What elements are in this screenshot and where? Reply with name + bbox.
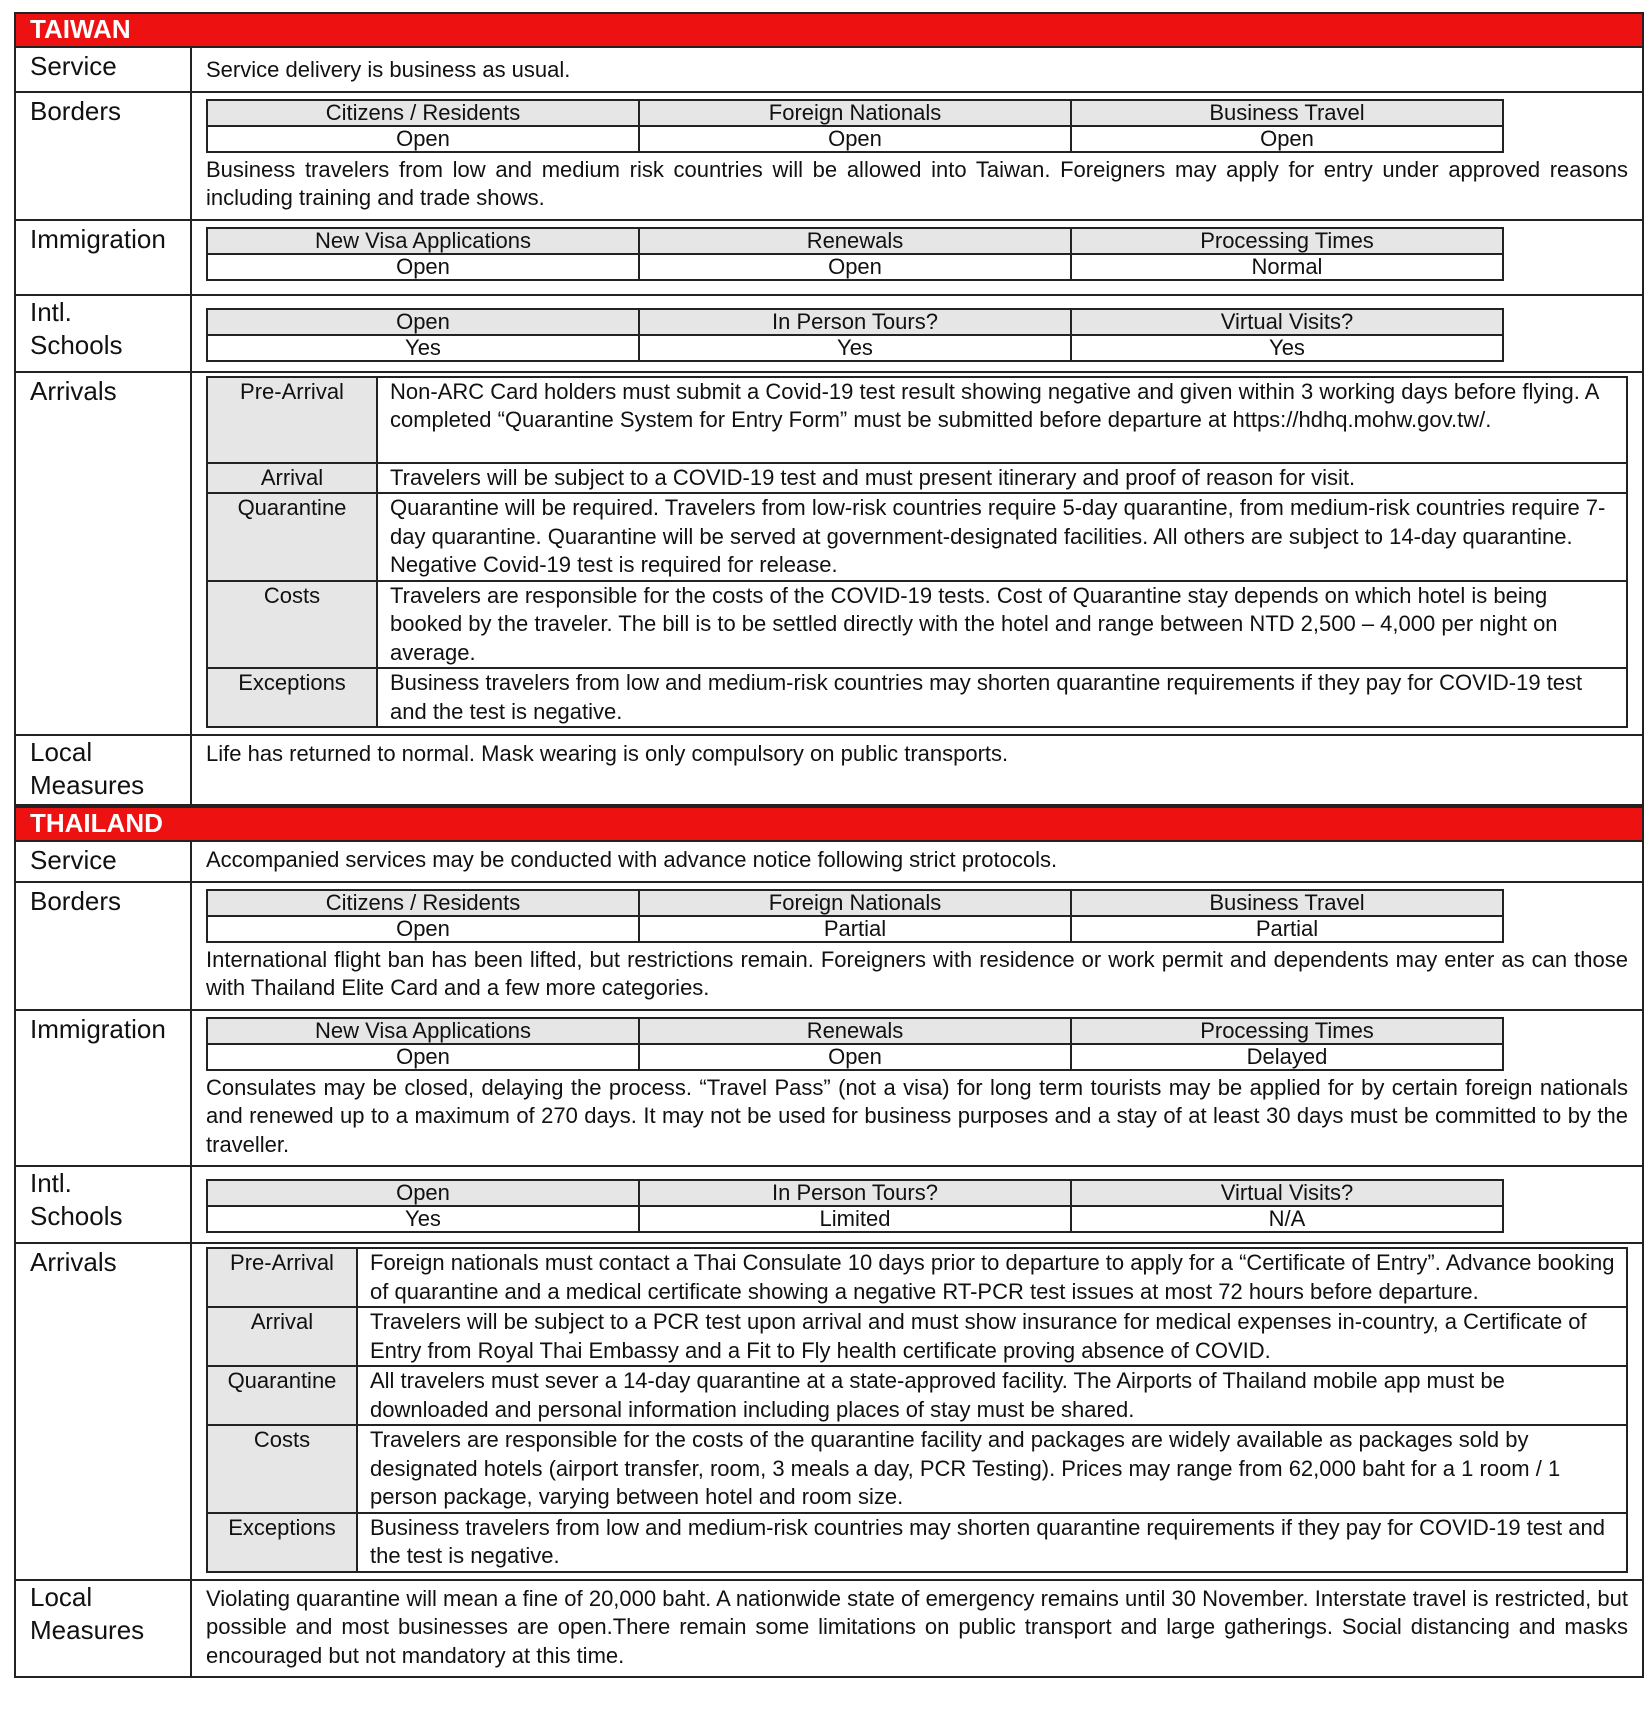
immigration-row [16, 1011, 1642, 1168]
country-banner: THAILAND [16, 808, 1642, 842]
row-label: Arrivals [16, 1244, 192, 1579]
service-text: Service delivery is business as usual. [206, 57, 571, 82]
local-measures-text: Violating quarantine will mean a fine of 20,000 baht. A nationwide state of emergency remains until 30 November. Interstate travel is restricted, but possible and most businesses are open.There remain some limitations on public transport and large gatherings. Social distancing and masks encouraged but not mandatory at this time. [206, 1585, 1628, 1668]
immigration-value: Open [639, 254, 1071, 280]
stage-text: Quarantine will be required. Travelers from low-risk countries require 5-day quarantine, from medium-risk countries require 7-day quarantine. Quarantine will be served at government-designated facilities. All others are subject to 14-day quarantine. Negative Covid-19 test is required for release. [377, 493, 1627, 581]
stage-label: Quarantine [207, 493, 377, 581]
schools-value: N/A [1071, 1206, 1503, 1232]
immigration-value: Normal [1071, 254, 1503, 280]
immigration-value: Open [639, 1044, 1071, 1070]
stage-text: Travelers will be subject to a PCR test upon arrival and must show insurance for medical expenses in-country, a Certificate of Entry from Royal Thai Embassy and a Fit to Fly health certificate proving absence of COVID. [357, 1307, 1627, 1366]
borders-header: Business Travel [1071, 890, 1503, 916]
borders-header: Citizens / Residents [207, 890, 639, 916]
row-label-line: Schools [30, 1201, 123, 1231]
borders-header: Foreign Nationals [639, 100, 1071, 126]
local-measures-row [16, 736, 1642, 806]
immigration-header: Processing Times [1071, 228, 1503, 254]
schools-row [16, 1167, 1642, 1244]
service-row [16, 842, 1642, 883]
row-label-line: Schools [30, 329, 123, 360]
country-section-taiwan [14, 12, 1644, 806]
stage-label: Exceptions [207, 668, 377, 727]
arrivals-stage-row [207, 493, 1627, 581]
borders-value: Open [639, 126, 1071, 152]
schools-value: Yes [1071, 335, 1503, 361]
schools-value: Yes [207, 335, 639, 361]
stage-label: Pre-Arrival [207, 1248, 357, 1307]
arrivals-stage-row [207, 1513, 1627, 1572]
schools-status-table [206, 1179, 1504, 1233]
arrivals-stage-row [207, 1425, 1627, 1513]
borders-note: International flight ban has been lifted, but restrictions remain. Foreigners with residence or work permit and dependents may enter as can those with Thailand Elite Card and a few more categories. [206, 946, 1628, 1000]
stage-text: Travelers are responsible for the costs of the quarantine facility and packages are widely available as packages sold by designated hotels (airport transfer, room, 3 meals a day, PCR Testing). Prices may range from 62,000 baht for a 1 room / 1 person package, varying between hotel and room size. [357, 1425, 1627, 1513]
immigration-header: New Visa Applications [207, 228, 639, 254]
country-banner: TAIWAN [16, 14, 1642, 48]
stage-text: All travelers must sever a 14-day quarantine at a state-approved facility. The Airports of Thailand mobile app must be downloaded and personal information including places of stay must be shared. [357, 1366, 1627, 1425]
row-label [16, 296, 192, 371]
borders-row [16, 93, 1642, 221]
stage-text: Business travelers from low and medium-risk countries may shorten quarantine requirements if they pay for COVID-19 test and the test is negative. [357, 1513, 1627, 1572]
arrivals-row [16, 373, 1642, 737]
row-label [16, 1167, 192, 1242]
borders-status-table [206, 99, 1504, 153]
row-label: Service [16, 842, 192, 881]
schools-header: In Person Tours? [639, 309, 1071, 335]
borders-header: Citizens / Residents [207, 100, 639, 126]
stage-label: Exceptions [207, 1513, 357, 1572]
row-label-line: Local [30, 1581, 93, 1612]
local-measures-row [16, 1581, 1642, 1679]
row-label-line: Intl. [30, 1168, 72, 1198]
arrivals-stage-row [207, 1366, 1627, 1425]
row-label: Service [16, 48, 192, 91]
borders-header: Business Travel [1071, 100, 1503, 126]
immigration-row [16, 221, 1642, 296]
borders-value: Open [1071, 126, 1503, 152]
travel-status-document [14, 12, 1644, 1678]
arrivals-stage-row [207, 668, 1627, 727]
schools-header: Open [207, 1180, 639, 1206]
row-label: Borders [16, 93, 192, 219]
immigration-header: Processing Times [1071, 1018, 1503, 1044]
borders-value: Partial [639, 916, 1071, 942]
country-section-thailand [14, 806, 1644, 1678]
row-label-line: Measures [30, 1614, 145, 1645]
borders-status-table [206, 889, 1504, 943]
arrivals-stage-row [207, 377, 1627, 463]
schools-value: Limited [639, 1206, 1071, 1232]
row-label-line: Intl. [30, 296, 72, 327]
schools-header: Open [207, 309, 639, 335]
service-text: Accompanied services may be conducted with advance notice following strict protocols. [206, 847, 1058, 872]
row-label [16, 1581, 192, 1677]
row-label: Arrivals [16, 373, 192, 735]
stage-text: Foreign nationals must contact a Thai Consulate 10 days prior to departure to apply for a “Certificate of Entry”. Advance booking of quarantine and a medical certificate showing a negative RT-PCR test issues at most 72 hours before departure. [357, 1248, 1627, 1307]
immigration-header: Renewals [639, 1018, 1071, 1044]
stage-label: Costs [207, 1425, 357, 1513]
borders-row [16, 883, 1642, 1011]
immigration-note: Consulates may be closed, delaying the process. “Travel Pass” (not a visa) for long term tourists may be applied for by certain foreign nationals and renewed up to a maximum of 270 days. It may not be used for business purposes and a stay of at least 30 days must be committed to by the traveller. [206, 1074, 1628, 1157]
immigration-value: Open [207, 1044, 639, 1070]
arrivals-table [206, 376, 1628, 729]
schools-header: Virtual Visits? [1071, 309, 1503, 335]
borders-value: Open [207, 126, 639, 152]
stage-label: Quarantine [207, 1366, 357, 1425]
stage-label: Arrival [207, 463, 377, 494]
immigration-status-table [206, 227, 1504, 281]
immigration-status-table [206, 1017, 1504, 1071]
immigration-value: Delayed [1071, 1044, 1503, 1070]
stage-label: Arrival [207, 1307, 357, 1366]
service-row [16, 48, 1642, 93]
stage-label: Pre-Arrival [207, 377, 377, 463]
arrivals-stage-row [207, 463, 1627, 494]
borders-value: Partial [1071, 916, 1503, 942]
arrivals-stage-row [207, 1307, 1627, 1366]
borders-note: Business travelers from low and medium risk countries will be allowed into Taiwan. Foreigners may apply for entry under approved reasons including training and trade shows. [206, 156, 1628, 210]
stage-text: Non-ARC Card holders must submit a Covid-19 test result showing negative and given within 3 working days before flying. A completed “Quarantine System for Entry Form” must be submitted before departure at https://hdhq.mohw.gov.tw/. [377, 377, 1627, 463]
schools-value: Yes [207, 1206, 639, 1232]
immigration-header: Renewals [639, 228, 1071, 254]
arrivals-table [206, 1247, 1628, 1573]
arrivals-row [16, 1244, 1642, 1581]
row-label: Immigration [16, 221, 192, 294]
arrivals-stage-row [207, 1248, 1627, 1307]
schools-header: In Person Tours? [639, 1180, 1071, 1206]
immigration-value: Open [207, 254, 639, 280]
schools-status-table [206, 308, 1504, 362]
schools-row [16, 296, 1642, 373]
arrivals-stage-row [207, 581, 1627, 669]
row-label-line: Measures [30, 770, 145, 800]
row-label: Borders [16, 883, 192, 1009]
borders-value: Open [207, 916, 639, 942]
stage-text: Travelers are responsible for the costs of the COVID-19 tests. Cost of Quarantine stay depends on which hotel is being booked by the traveler. The bill is to be settled directly with the hotel and range between NTD 2,500 – 4,000 per night on average. [377, 581, 1627, 669]
row-label-line: Local [30, 737, 93, 767]
immigration-header: New Visa Applications [207, 1018, 639, 1044]
stage-text: Travelers will be subject to a COVID-19 test and must present itinerary and proof of reason for visit. [377, 463, 1627, 494]
schools-value: Yes [639, 335, 1071, 361]
row-label: Immigration [16, 1011, 192, 1166]
row-label [16, 736, 192, 804]
stage-label: Costs [207, 581, 377, 669]
borders-header: Foreign Nationals [639, 890, 1071, 916]
schools-header: Virtual Visits? [1071, 1180, 1503, 1206]
stage-text: Business travelers from low and medium-risk countries may shorten quarantine requirements if they pay for COVID-19 test and the test is negative. [377, 668, 1627, 727]
local-measures-text: Life has returned to normal. Mask wearing is only compulsory on public transports. [206, 741, 1009, 766]
